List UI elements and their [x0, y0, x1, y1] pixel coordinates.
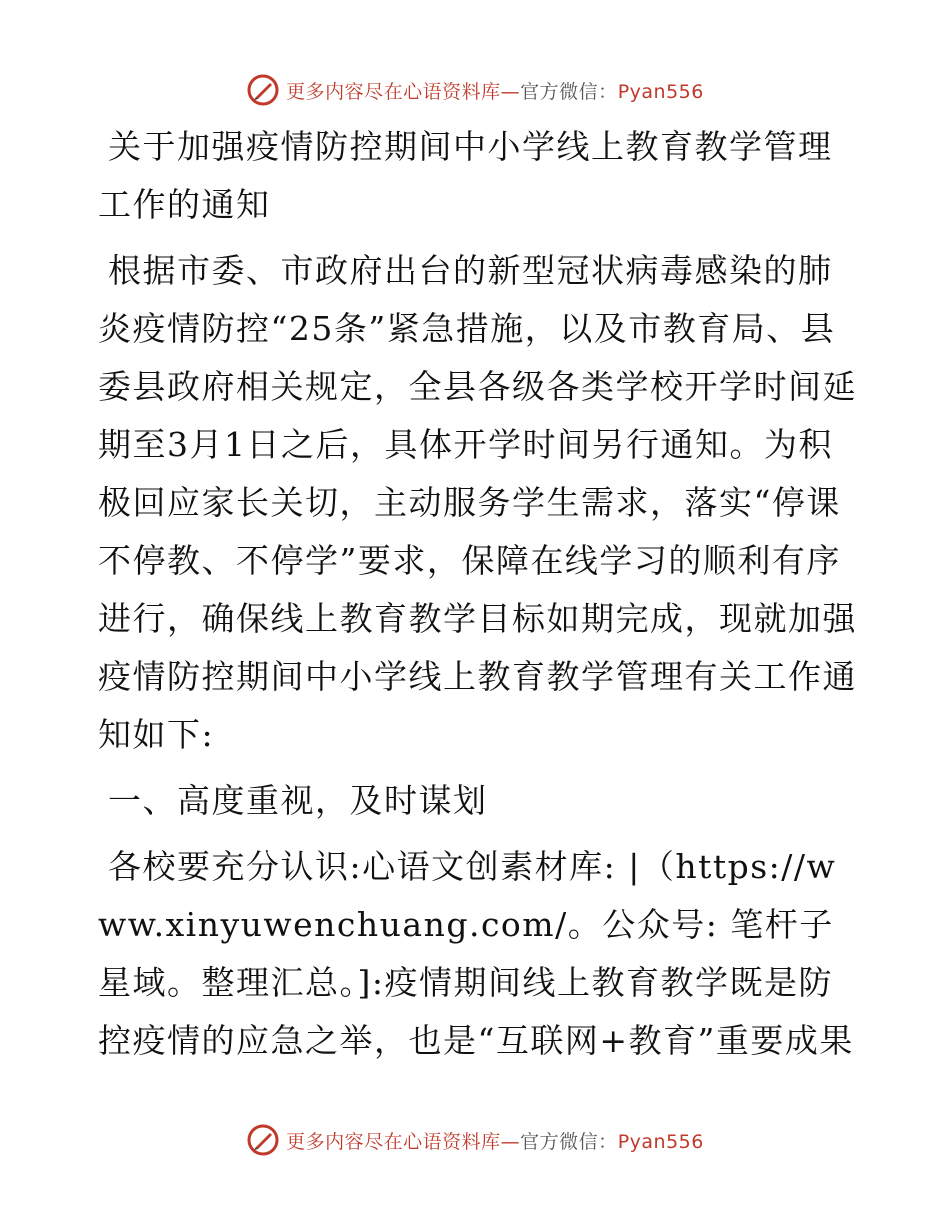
footer-banner — [0, 1120, 950, 1160]
document-title: 关于加强疫情防控期间中小学线上教育教学管理工作的通知 — [98, 127, 833, 224]
paragraph-section-1: 各校要充分认识:心语文创素材库: |（https://www.xinyuwenchuang.com/。公众号: 笔杆子星域。整理汇总。]:疫情期间线上教育教学既是防控疫情的应急之举，也是“互联网+教育”重要成果 — [98, 847, 854, 1060]
document-body — [98, 118, 858, 1078]
paragraph-intro: 根据市委、市政府出台的新型冠状病毒感染的肺炎疫情防控“25条”紧急措施，以及市教育局、县委县政府相关规定，全县各级各类学校开学时间延期至3月1日之后，具体开学时间另行通知。为积极回应家长关切，主动服务学生需求，落实“停课不停教、不停学”要求，保障在线学习的顺利有序进行，确保线上教育教学目标如期完成，现就加强疫情防控期间中小学线上教育教学管理有关工作通知如下: — [98, 251, 857, 754]
section-heading-1: 一、高度重视，及时谋划 — [108, 781, 488, 820]
banner-separator: — — [500, 80, 521, 103]
banner-label: 官方微信： — [520, 1130, 618, 1153]
banner-wechat-id: Pyan556 — [617, 1130, 704, 1153]
banner-prefix: 更多内容尽在心语资料库 — [286, 1130, 501, 1153]
banner-text — [286, 77, 704, 104]
banner-separator: — — [500, 1130, 521, 1153]
quill-seal-icon — [246, 1123, 280, 1157]
banner-wechat-id: Pyan556 — [617, 80, 704, 103]
banner-label: 官方微信： — [520, 80, 618, 103]
banner-text — [286, 1127, 704, 1154]
banner-prefix: 更多内容尽在心语资料库 — [286, 80, 501, 103]
header-banner — [0, 70, 950, 110]
quill-seal-icon — [246, 73, 280, 107]
